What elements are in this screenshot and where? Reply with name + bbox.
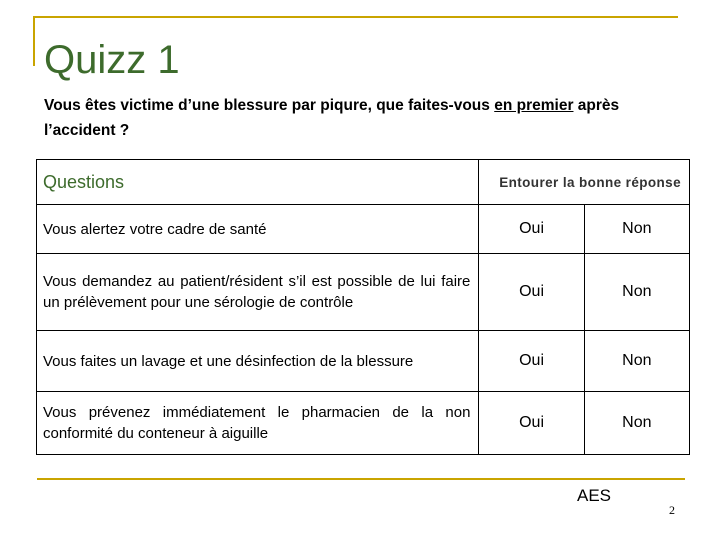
question-cell: Vous prévenez immédiatement le pharmacien de la non conformité du conteneur à aiguille (37, 392, 479, 455)
table-header-row (37, 160, 690, 205)
question-cell: Vous demandez au patient/résident s’il est possible de lui faire un prélèvement pour une sérologie de contrôle (37, 254, 479, 331)
prompt-text-end: après l’accident ? (44, 97, 620, 139)
table-row (37, 331, 690, 392)
answers-header: Entourer la bonne réponse (479, 160, 690, 205)
top-accent-line (33, 16, 678, 18)
table-row (37, 392, 690, 455)
questions-header: Questions (37, 160, 479, 205)
answer-yes[interactable]: Oui (479, 392, 584, 455)
answer-no[interactable]: Non (584, 392, 689, 455)
quiz-prompt (44, 93, 684, 143)
prompt-emphasis: en premier (494, 97, 574, 114)
answer-no[interactable]: Non (584, 331, 689, 392)
answer-yes[interactable]: Oui (479, 331, 584, 392)
question-cell: Vous faites un lavage et une désinfection de la blessure (37, 331, 479, 392)
slide-title: Quizz 1 (44, 38, 180, 82)
question-cell: Vous alertez votre cadre de santé (37, 205, 479, 254)
bottom-accent-line (37, 478, 685, 480)
quiz-table (36, 159, 690, 455)
table-row (37, 205, 690, 254)
answer-yes[interactable]: Oui (479, 254, 584, 331)
page-number: 2 (669, 503, 675, 517)
prompt-text-start: Vous êtes victime d’une blessure par piqure, que faites-vous (44, 97, 495, 114)
answer-yes[interactable]: Oui (479, 205, 584, 254)
footer-label: AES (577, 486, 612, 505)
left-accent-line (33, 16, 35, 66)
answer-no[interactable]: Non (584, 254, 689, 331)
table-row (37, 254, 690, 331)
answer-no[interactable]: Non (584, 205, 689, 254)
